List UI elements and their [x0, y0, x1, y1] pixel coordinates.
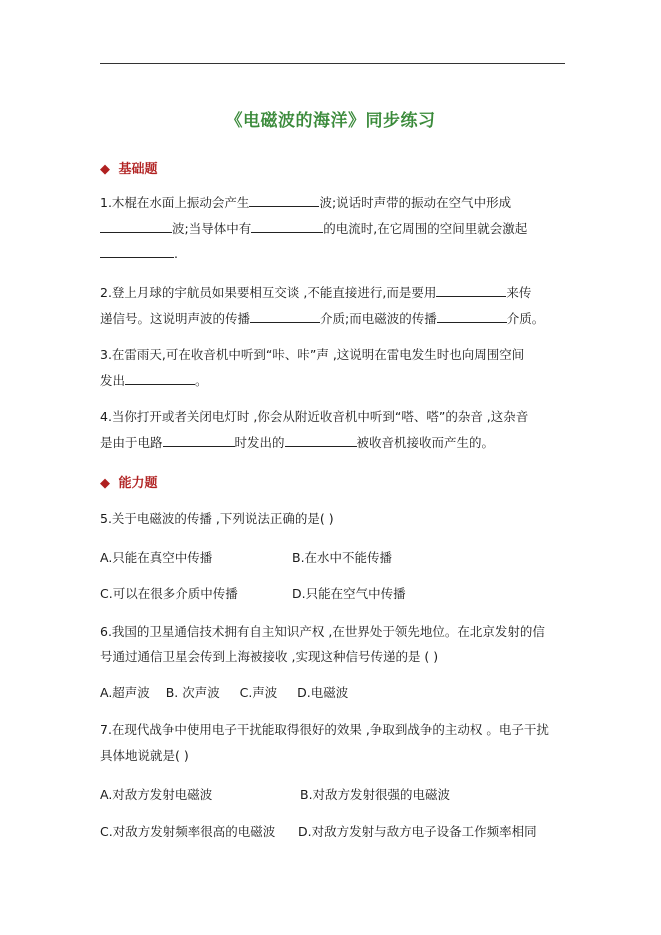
q7-option-c: C.对敌方发射频率很高的电磁波 — [100, 824, 276, 839]
q7-option-a: A.对敌方发射电磁波 — [100, 787, 213, 802]
q1-text-3: 波;当导体中有 — [172, 221, 252, 236]
q2-text-2: 来传 — [506, 285, 532, 300]
q4-text-2: 时发出的 — [234, 435, 285, 450]
section-ability-heading — [100, 472, 158, 491]
q2-text-5: 介质。 — [506, 311, 545, 326]
question-1-line-2 — [100, 220, 527, 238]
section-ability-label: 能力题 — [118, 476, 158, 491]
answer-blank — [249, 194, 319, 207]
question-6-options: A.超声波 B. 次声波 C.声波 D.电磁波 — [100, 685, 349, 700]
answer-blank — [250, 310, 320, 323]
q2-text-4: 介质;而电磁波的传播 — [320, 311, 437, 326]
question-1-line-1 — [100, 194, 511, 212]
q5-option-d: D.只能在空气中传播 — [292, 586, 406, 601]
q5-option-c: C.可以在很多介质中传播 — [100, 586, 238, 601]
answer-blank — [125, 372, 195, 385]
question-4-line-1: 4.当你打开或者关闭电灯时 ,你会从附近收音机中听到“嗒、嗒”的杂音 ,这杂音 — [100, 409, 529, 424]
question-7-line-2: 具体地说就是( ) — [100, 748, 189, 763]
question-6-line-1: 6.我国的卫星通信技术拥有自主知识产权 ,在世界处于领先地位。在北京发射的信 — [100, 624, 545, 639]
q1-text-2: 波;说话时声带的振动在空气中形成 — [319, 195, 512, 210]
question-3-line-2 — [100, 372, 208, 390]
question-5-stem: 5.关于电磁波的传播 ,下列说法正确的是( ) — [100, 511, 334, 526]
answer-blank — [251, 220, 323, 233]
answer-blank — [163, 434, 235, 447]
question-3-line-1: 3.在雷雨天,可在收音机中听到“咔、咔”声 ,这说明在雷电发生时也向周围空间 — [100, 347, 525, 362]
q1-text-1: 1.木棍在水面上振动会产生 — [100, 195, 250, 210]
q2-text-3: 递信号。这说明声波的传播 — [100, 311, 251, 326]
answer-blank — [436, 284, 506, 297]
q7-option-d: D.对敌方发射与敌方电子设备工作频率相同 — [298, 824, 537, 839]
q4-text-3: 被收音机接收而产生的。 — [356, 435, 495, 450]
header-rule — [100, 63, 565, 64]
q3-text-1: 发出 — [100, 373, 126, 388]
question-4-line-2 — [100, 434, 494, 452]
diamond-bullet-icon: ◆ — [100, 476, 110, 491]
section-basic-label: 基础题 — [118, 162, 158, 177]
section-basic-heading — [100, 158, 158, 177]
q4-text-1: 是由于电路 — [100, 435, 163, 450]
q3-text-2: 。 — [195, 373, 208, 388]
question-6-line-2: 号通过通信卫星会传到上海被接收 ,实现这种信号传递的是 ( ) — [100, 649, 439, 664]
question-7-line-1: 7.在现代战争中使用电子干扰能取得很好的效果 ,争取到战争的主动权 。电子干扰 — [100, 722, 549, 737]
answer-blank — [100, 245, 174, 258]
q2-text-1: 2.登上月球的宇航员如果要相互交谈 ,不能直接进行,而是要用 — [100, 285, 437, 300]
q5-option-a: A.只能在真空中传播 — [100, 550, 213, 565]
q5-option-b: B.在水中不能传播 — [292, 550, 393, 565]
diamond-bullet-icon: ◆ — [100, 162, 110, 177]
q7-option-b: B.对敌方发射很强的电磁波 — [300, 787, 451, 802]
question-2-line-1 — [100, 284, 531, 302]
answer-blank — [285, 434, 357, 447]
answer-blank — [100, 220, 172, 233]
question-2-line-2 — [100, 310, 544, 328]
answer-blank — [437, 310, 507, 323]
q1-text-5: . — [174, 246, 178, 261]
page-title: 《电磁波的海洋》同步练习 — [225, 111, 436, 131]
q1-text-4: 的电流时,在它周围的空间里就会激起 — [323, 221, 528, 236]
question-1-line-3 — [100, 245, 178, 263]
